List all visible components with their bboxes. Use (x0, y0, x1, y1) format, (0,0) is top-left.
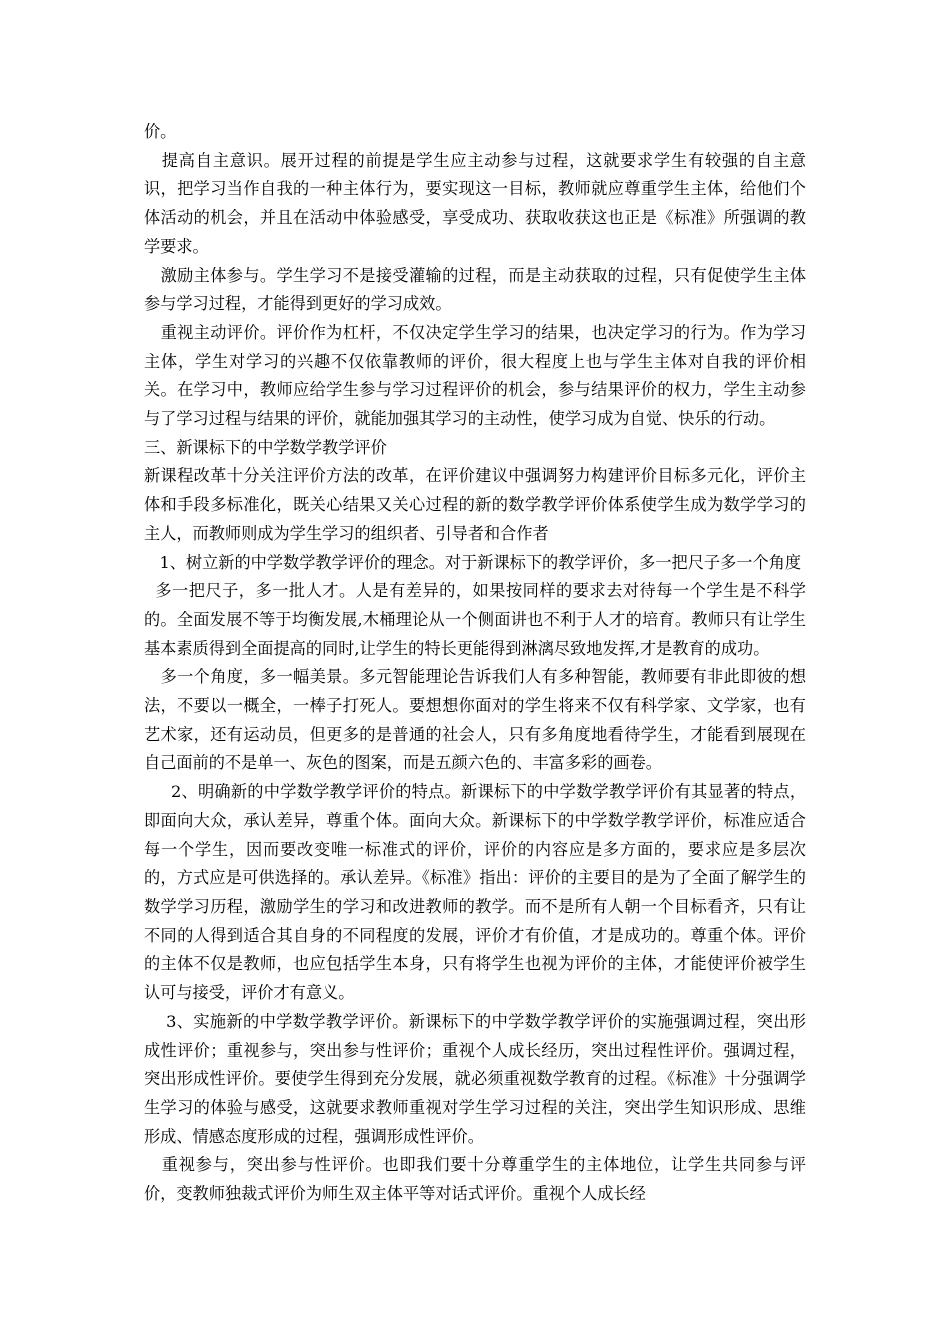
paragraph-continuation: 价。 (144, 122, 177, 141)
paragraph-curriculum-reform: 新课程改革十分关注评价方法的改革，在评价建议中强调努力构建评价目标多元化，评价主体和手段多标准化，既关心结果又关心过程的新的数学教学评价体系使学生成为数学学习的主人，而教师则成为学生学习的组织者、引导者和合作者 (144, 466, 806, 543)
section-heading: 三、新课标下的中学数学教学评价 (144, 437, 387, 457)
paragraph-point-1: 1、树立新的中学数学教学评价的理念。对于新课标下的教学评价，多一把尺子多一个角度 (144, 552, 802, 572)
paragraph-participation: 重视参与，突出参与性评价。也即我们要十分尊重学生的主体地位，让学生共同参与评价，变教师独裁式评价为师生双主体平等对话式评价。重视个人成长经 (144, 1155, 806, 1204)
paragraph-encourage-participation: 激励主体参与。学生学习不是接受灌输的过程，而是主动获取的过程，只有促使学生主体参与学习过程，才能得到更好的学习成效。 (144, 265, 807, 314)
paragraph-one-more-ruler: 多一把尺子，多一批人才。人是有差异的，如果按同样的要求去对待每一个学生是不科学的。全面发展不等于均衡发展,木桶理论从一个侧面讲也不利于人才的培育。教师只有让学生基本素质得到全面提高的同时,让学生的特长更能得到淋漓尽致地发挥,才是教育的成功。 (144, 581, 806, 658)
paragraph-active-evaluation: 重视主动评价。评价作为杠杆，不仅决定学生学习的结果，也决定学习的行为。作为学习主体，学生对学习的兴趣不仅依靠教师的评价，很大程度上也与学生主体对自我的评价相关。在学习中，教师应给学生参与学习过程评价的机会，参与结果评价的权力，学生主动参与了学习过程与结果的评价，就能加强其学习的主动性，使学习成为自觉、快乐的行动。 (144, 322, 807, 429)
document-page (144, 118, 806, 1209)
paragraph-self-awareness: 提高自主意识。展开过程的前提是学生应主动参与过程，这就要求学生有较强的自主意识，把学习当作自我的一种主体行为，要实现这一目标，教师就应尊重学生主体，给他们个体活动的机会，并且在活动中体验感受，享受成功、获取收获这也正是《标准》所强调的教学要求。 (144, 150, 806, 256)
paragraph-one-more-angle: 多一个角度，多一幅美景。多元智能理论告诉我们人有多种智能，教师要有非此即彼的想法，不要以一概全，一棒子打死人。要想想你面对的学生将来不仅有科学家、文学家，也有艺术家，还有运动员，但更多的是普通的社会人，只有多角度地看待学生，才能看到展现在自己面前的不是单一、灰色的图案，而是五颜六色的、丰富多彩的画卷。 (144, 667, 807, 773)
paragraph-point-2: 2、明确新的中学数学教学评价的特点。新课标下的中学数学教学评价有其显著的特点，即面向大众，承认差异，尊重个体。面向大众。新课标下的中学数学教学评价，标准应适合每一个学生，因而要改变唯一标准式的评价，评价的内容应是多方面的，要求应是多层次的，方式应是可供选择的。承认差异。《标准》指出：评价的主要目的是为了全面了解学生的数学学习历程，激励学生的学习和改进教师的教学。而不是所有人朝一个目标看齐，只有让不同的人得到适合其自身的不同程度的发展，评价才有价值，才是成功的。尊重个体。评价的主体不仅是教师，也应包括学生本身，只有将学生也视为评价的主体，才能使评价被学生认可与接受，评价才有意义。 (144, 782, 807, 1003)
paragraph-point-3: 3、实施新的中学数学教学评价。新课标下的中学数学教学评价的实施强调过程，突出形成性评价；重视参与，突出参与性评价；重视个人成长经历，突出过程性评价。强调过程，突出形成性评价。要使学生得到充分发展，就必须重视数学教育的过程。《标准》十分强调学生学习的体验与感受，这就要求教师重视对学生学习过程的关注，突出学生知识形成、思维形成、情感态度形成的过程，强调形成性评价。 (144, 1011, 806, 1146)
